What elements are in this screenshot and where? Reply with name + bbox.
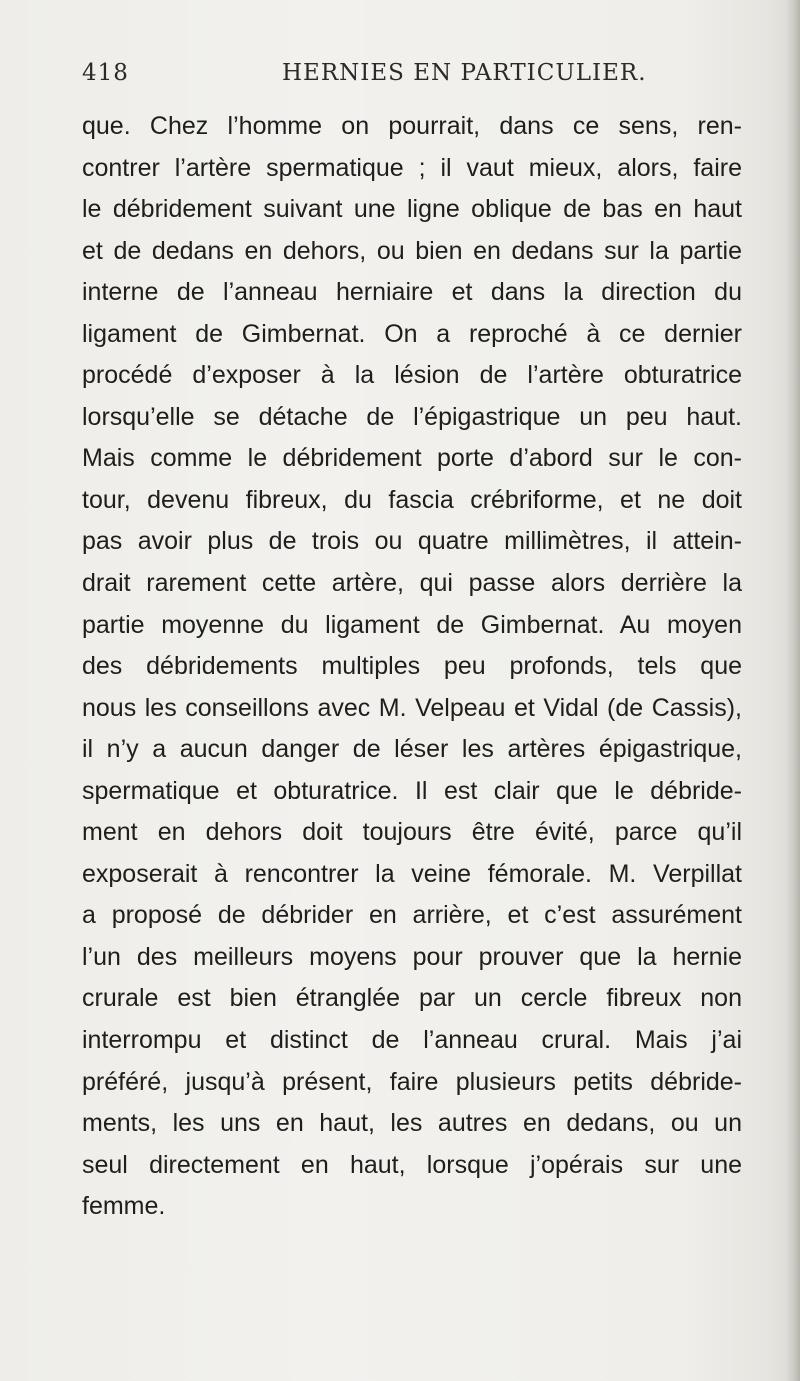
text-line: interrompu et distinct de l’anneau crural. Mais j’ai	[82, 1026, 742, 1055]
text-line: le débridement suivant une ligne oblique de bas en haut	[82, 195, 742, 224]
text-line: que. Chez l’homme on pourrait, dans ce sens, ren-	[82, 112, 742, 140]
text-line: contrer l’artère spermatique ; il vaut mieux, alors, faire	[82, 153, 742, 182]
body-text	[82, 106, 742, 1228]
text-line: tour, devenu fibreux, du fascia crébriforme, et ne doit	[82, 485, 742, 514]
text-line: lorsqu’elle se détache de l’épigastrique un peu haut.	[82, 402, 742, 431]
text-line: ments, les uns en haut, les autres en dedans, ou un	[82, 1109, 742, 1138]
text-line: ment en dehors doit toujours être évité, parce qu’il	[82, 818, 742, 847]
text-line: des débridements multiples peu profonds, tels que	[82, 652, 742, 681]
page-header	[82, 60, 702, 100]
text-line: drait rarement cette artère, qui passe alors derrière la	[82, 569, 742, 598]
text-line: l’un des meilleurs moyens pour prouver que la hernie	[82, 942, 742, 971]
text-line: interne de l’anneau herniaire et dans la direction du	[82, 278, 742, 307]
running-title: HERNIES EN PARTICULIER.	[282, 60, 647, 86]
text-line: a proposé de débrider en arrière, et c’est assurément	[82, 901, 742, 930]
text-line: il n’y a aucun danger de léser les artères épigastrique,	[82, 735, 742, 764]
page-edge-shadow	[786, 0, 800, 1381]
text-line: crurale est bien étranglée par un cercle fibreux non	[82, 984, 742, 1013]
text-line: procédé d’exposer à la lésion de l’artère obturatrice	[82, 361, 742, 390]
text-line: partie moyenne du ligament de Gimbernat. Au moyen	[82, 610, 742, 639]
page-number: 418	[82, 60, 129, 86]
text-line: spermatique et obturatrice. Il est clair que le débride-	[82, 776, 742, 805]
text-line: seul directement en haut, lorsque j’opérais sur une	[82, 1150, 742, 1179]
text-line: nous les conseillons avec M. Velpeau et Vidal (de Cassis),	[82, 693, 742, 722]
text-line: Mais comme le débridement porte d’abord sur le con-	[82, 444, 742, 473]
text-line: préféré, jusqu’à présent, faire plusieurs petits débride-	[82, 1067, 742, 1096]
text-line: ligament de Gimbernat. On a reproché à ce dernier	[82, 319, 742, 348]
text-line: et de dedans en dehors, ou bien en dedans sur la partie	[82, 236, 742, 265]
text-line: exposerait à rencontrer la veine fémorale. M. Verpillat	[82, 859, 742, 888]
text-line: femme.	[82, 1192, 166, 1221]
text-line: pas avoir plus de trois ou quatre millimètres, il attein-	[82, 527, 742, 556]
